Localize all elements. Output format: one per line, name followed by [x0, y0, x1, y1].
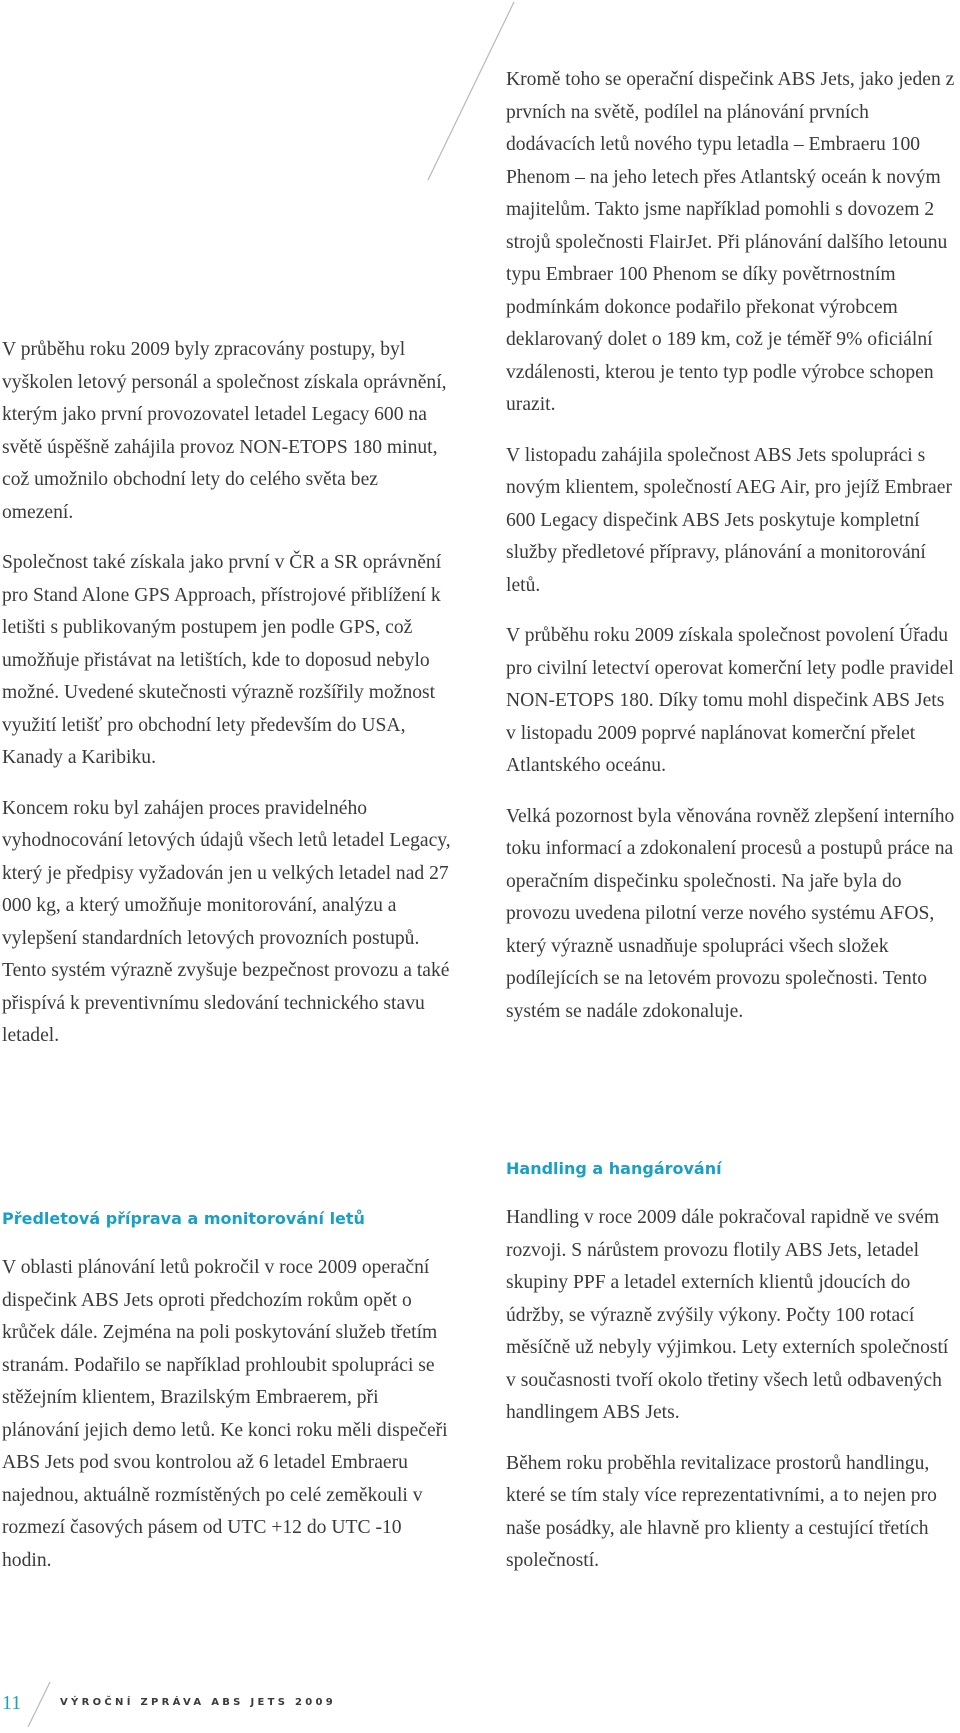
- paragraph-aeg-air: V listopadu zahájila společnost ABS Jets spolupráci s novým klientem, společností AEG Air, pro jejíž Embraer 600 Legacy dispečink ABS Jets poskytuje kompletní služby předletové přípravy, plánování a monitorování letů.: [506, 444, 952, 596]
- left-column-intro: [2, 334, 454, 1071]
- paragraph-phenom-delivery: Kromě toho se operační dispečink ABS Jets, jako jeden z prvních na světě, podílel na plánování prvních dodávacích letů nového typu letadla – Embraeru 100 Phenom – na jeho letech přes Atlantský oceán k novým majitelům. Takto jsme například pomohli s dovozem 2 strojů společnosti FlairJet. Při plánování dalšího letounu typu Embraer 100 Phenom se díky povětrnostním podmínkám dokonce podařilo překonat výrobcem deklarovaný dolet o 189 km, což je téměř 9% oficiální vzdálenosti, kterou je tento typ podle výrobce schopen urazit.: [506, 69, 955, 415]
- section-heading-flight-planning: Předletová příprava a monitorování letů: [2, 1209, 365, 1228]
- paragraph-non-etops: V průběhu roku 2009 byly zpracovány postupy, byl vyškolen letový personál a společnost získala oprávnění, kterým jako první provozovatel letadel Legacy 600 na světě úspěšně zahájila provoz NON-ETOPS 180 minut, což umožnilo obchodní lety do celého světa bez omezení.: [2, 339, 447, 523]
- paragraph-handling-growth: Handling v roce 2009 dále pokračoval rapidně ve svém rozvoji. S nárůstem provozu flotily ABS Jets, letadel skupiny PPF a letadel externích klientů jdoucích do údržby, se výrazně zvýšily výkony. Počty 100 rotací měsíčně už nebyly výjimkou. Lety externích společností v současnosti tvoří okolo třetiny všech letů odbavených handlingem ABS Jets.: [506, 1207, 949, 1423]
- left-column-section: [2, 1252, 454, 1595]
- paragraph-afos-system: Velká pozornost byla věnována rovněž zlepšení interního toku informací a zdokonalení procesů a postupů práce na operačním dispečinku společnosti. Na jaře byla do provozu uvedena pilotní verze nového systému AFOS, který výrazně usnadňuje spolupráci všech složek podílejících se na letovém provozu společnosti. Tento systém se nadále zdokonaluje.: [506, 805, 955, 1022]
- page-footer: [0, 1680, 960, 1730]
- paragraph-atlantic-crossing: V průběhu roku 2009 získala společnost povolení Úřadu pro civilní letectví operovat komerční lety podle pravidel NON-ETOPS 180. Díky tomu mohl dispečink ABS Jets v listopadu 2009 poprvé naplánovat komerční přelet Atlantského oceánu.: [506, 625, 954, 776]
- page-number: 11: [2, 1692, 22, 1714]
- right-column-section: [506, 1202, 958, 1596]
- paragraph-flight-data: Koncem roku byl zahájen proces pravidelného vyhodnocování letových údajů všech letů letadel Legacy, který je předpisy vyžadován jen u velkých letadel nad 27 000 kg, a který umožňuje monitorování, analýzu a vylepšení standardních letových provozních postupů. Tento systém výrazně zvyšuje bezpečnost provozu a také přispívá k preventivnímu sledování technického stavu letadel.: [2, 797, 451, 1046]
- paragraph-gps-approach: Společnost také získala jako první v ČR a SR oprávnění pro Stand Alone GPS Approach, přístrojové přiblížení k letišti s publikovaným postupem jen podle GPS, což umožňuje přistávat na letištích, kde to doposud nebylo možné. Uvedené skutečnosti výrazně rozšířily možnost využití letišť pro obchodní lety především do USA, Kanady a Karibiku.: [2, 552, 442, 768]
- section-heading-handling: Handling a hangárování: [506, 1159, 722, 1178]
- top-diagonal-rule: [428, 2, 514, 180]
- right-column-intro: [506, 64, 958, 1046]
- paragraph-flight-planning: V oblasti plánování letů pokročil v roce 2009 operační dispečink ABS Jets oproti předchozím rokům opět o krůček dále. Zejména na poli poskytování služeb třetím stranám. Podařilo se například prohloubit spolupráci se stěžejním klientem, Brazilským Embraerem, při plánování jejich demo letů. Ke konci roku měli dispečeři ABS Jets pod svou kontrolou až 6 letadel Embraeru najednou, aktuálně rozmístěných po celé zeměkouli v rozmezí časových pásem od UTC +12 do UTC -10 hodin.: [2, 1257, 448, 1571]
- footer-title: VÝROČNÍ ZPRÁVA ABS JETS 2009: [60, 1697, 337, 1708]
- paragraph-handling-revitalization: Během roku proběhla revitalizace prostorů handlingu, které se tím staly více reprezentativními, a to nejen pro naše posádky, ale hlavně pro klienty a cestující třetích společností.: [506, 1452, 937, 1571]
